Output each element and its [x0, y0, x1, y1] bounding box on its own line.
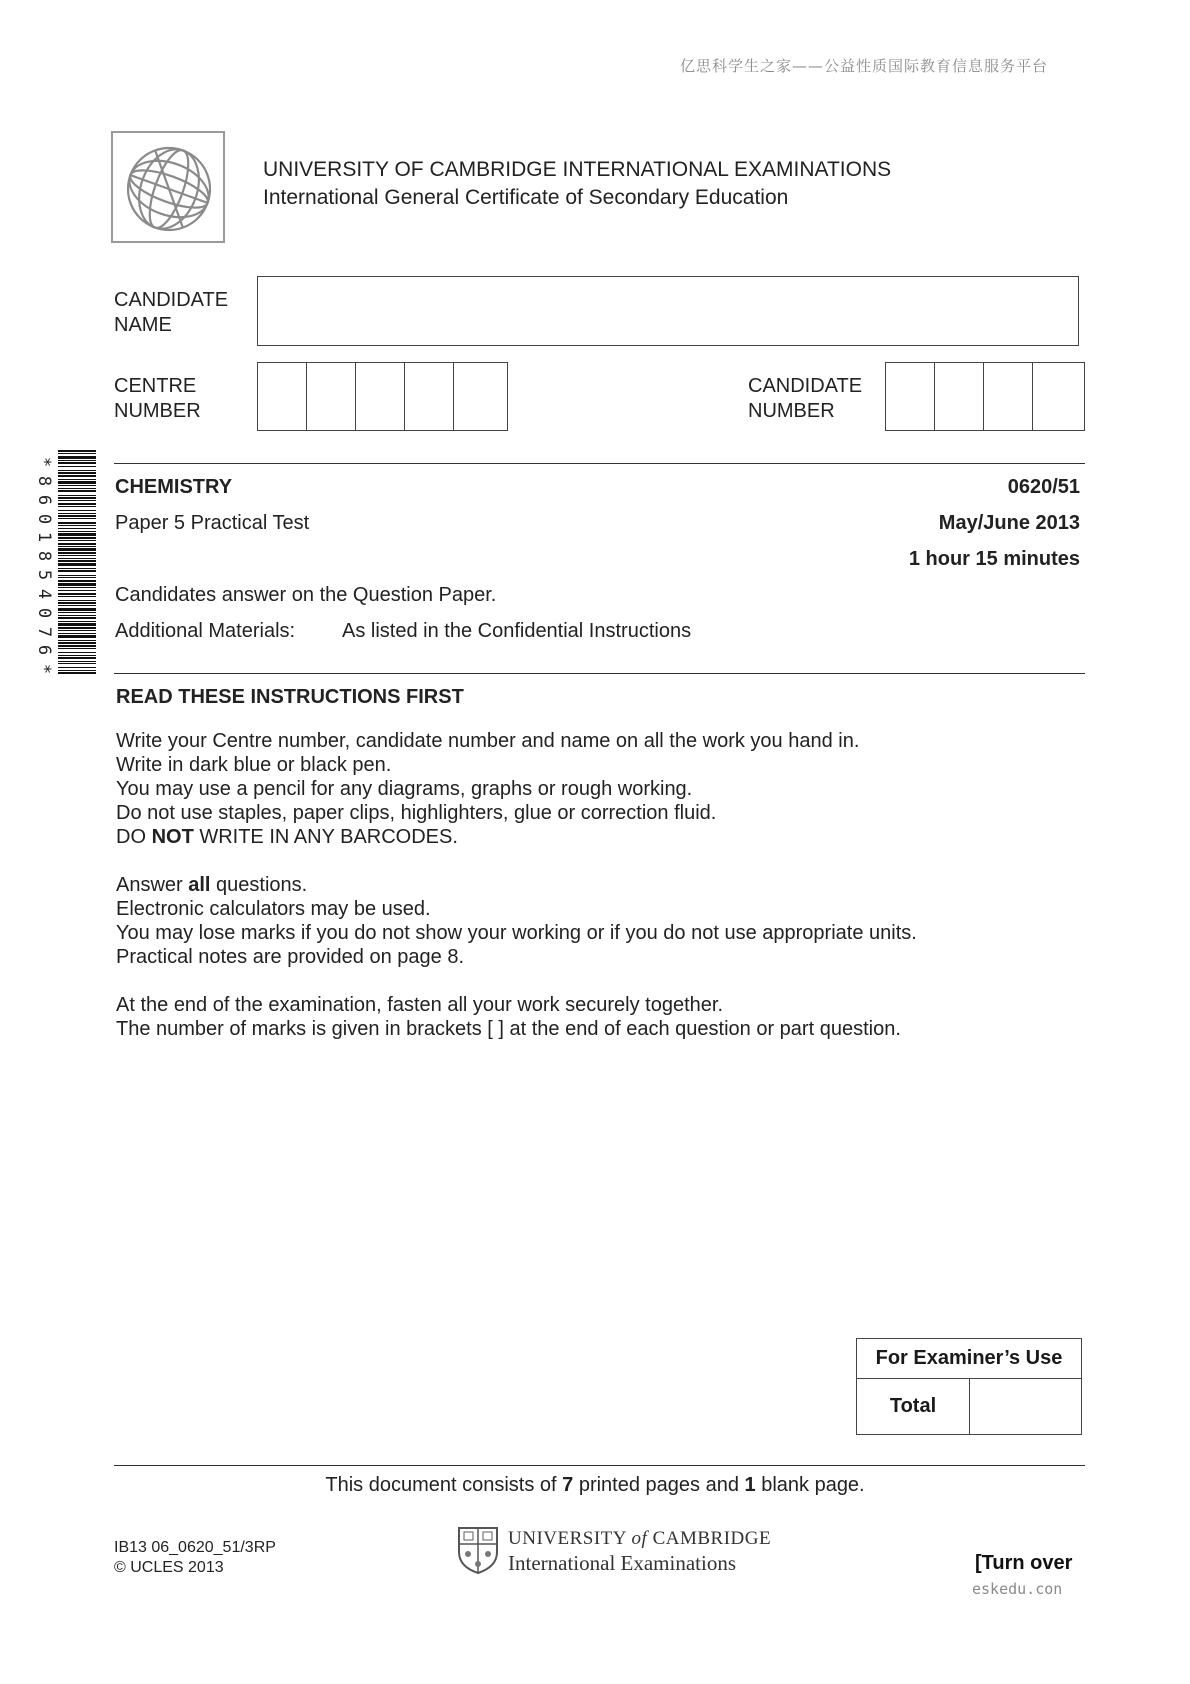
centre-digit-box[interactable] — [356, 363, 405, 430]
divider — [114, 463, 1085, 464]
materials-label: Additional Materials: — [115, 620, 296, 642]
barcode-digit: 1 — [34, 532, 54, 543]
paper-code: 0620/51 — [1007, 476, 1080, 498]
candidate-number-boxes[interactable] — [885, 362, 1085, 431]
barcode-digit: 6 — [34, 494, 54, 505]
board-title: UNIVERSITY OF CAMBRIDGE INTERNATIONAL EXAMINATIONS — [263, 158, 892, 181]
instructions-body — [116, 729, 1016, 1041]
centre-number-label: CENTRE NUMBER — [114, 375, 201, 422]
turn-over: [Turn over — [975, 1552, 1073, 1574]
candidate-name-field[interactable] — [257, 276, 1079, 346]
instruction-line: Electronic calculators may be used. — [116, 898, 431, 920]
instruction-line: Write your Centre number, candidate number and name on all the work you hand in. — [116, 730, 860, 752]
barcode-digit: 6 — [34, 645, 54, 656]
globe-logo — [111, 131, 225, 243]
barcode-digit: 8 — [34, 551, 54, 562]
qualification-title: International General Certificate of Secondary Education — [263, 186, 789, 209]
centre-digit-box[interactable] — [405, 363, 454, 430]
answer-instruction: Candidates answer on the Question Paper. — [115, 584, 497, 606]
barcode — [58, 450, 96, 676]
candidate-digit-box[interactable] — [1033, 363, 1082, 430]
subject-title: CHEMISTRY — [115, 476, 233, 498]
cambridge-name: UNIVERSITY of CAMBRIDGE — [508, 1528, 772, 1549]
total-label: Total — [857, 1379, 970, 1435]
materials-value: As listed in the Confidential Instructions — [342, 620, 692, 642]
candidate-number-label: CANDIDATE NUMBER — [748, 375, 863, 422]
cambridge-crest-icon — [457, 1526, 499, 1574]
examiner-use-title: For Examiner’s Use — [857, 1339, 1082, 1379]
candidate-digit-box[interactable] — [886, 363, 935, 430]
barcode-digit: 0 — [34, 513, 54, 524]
watermark-bottom: eskedu.con — [972, 1580, 1063, 1598]
centre-digit-box[interactable] — [307, 363, 356, 430]
exam-session: May/June 2013 — [938, 512, 1080, 534]
centre-digit-box[interactable] — [258, 363, 307, 430]
barcode-digits — [34, 452, 54, 678]
divider — [114, 1465, 1085, 1466]
instruction-line: Write in dark blue or black pen. — [116, 754, 392, 776]
globe-icon — [123, 143, 215, 235]
barcode-digit: 7 — [34, 626, 54, 637]
watermark-top: 亿思科学生之家——公益性质国际教育信息服务平台 — [680, 57, 1049, 75]
centre-number-boxes[interactable] — [257, 362, 508, 431]
reference-code: IB13 06_0620_51/3RP — [114, 1539, 276, 1556]
barcode-digit: * — [34, 664, 54, 675]
examiner-use-table — [856, 1338, 1082, 1435]
instruction-line: You may use a pencil for any diagrams, graphs or rough working. — [116, 778, 693, 800]
exam-duration: 1 hour 15 minutes — [908, 548, 1080, 570]
divider — [114, 673, 1085, 674]
barcode-digit: 4 — [34, 588, 54, 599]
instructions-heading: READ THESE INSTRUCTIONS FIRST — [116, 686, 464, 708]
barcode-digit: 5 — [34, 569, 54, 581]
candidate-name-label: CANDIDATE NAME — [114, 289, 229, 336]
page-count-note: This document consists of 7 printed pages and 1 blank page. — [325, 1474, 865, 1496]
candidate-digit-box[interactable] — [984, 363, 1033, 430]
barcode-digit: 8 — [34, 475, 54, 486]
instruction-line: Do not use staples, paper clips, highlighters, glue or correction fluid. — [116, 802, 717, 824]
barcode-digit: * — [34, 456, 54, 468]
instruction-line: DO NOT WRITE IN ANY BARCODES. — [116, 826, 458, 848]
instruction-line: At the end of the examination, fasten all your work securely together. — [116, 994, 724, 1016]
instruction-line: You may lose marks if you do not show your working or if you do not use appropriate units. — [116, 922, 917, 944]
barcode-digit: 0 — [34, 607, 54, 618]
instruction-line: The number of marks is given in brackets [ ] at the end of each question or part question. — [116, 1018, 901, 1040]
instruction-line: Answer all questions. — [116, 874, 308, 896]
candidate-digit-box[interactable] — [935, 363, 984, 430]
copyright: © UCLES 2013 — [114, 1559, 224, 1576]
paper-title: Paper 5 Practical Test — [115, 512, 310, 534]
instruction-line: Practical notes are provided on page 8. — [116, 946, 464, 968]
total-mark-box[interactable] — [970, 1379, 1082, 1435]
centre-digit-box[interactable] — [454, 363, 503, 430]
cambridge-subtitle: International Examinations — [508, 1551, 737, 1575]
